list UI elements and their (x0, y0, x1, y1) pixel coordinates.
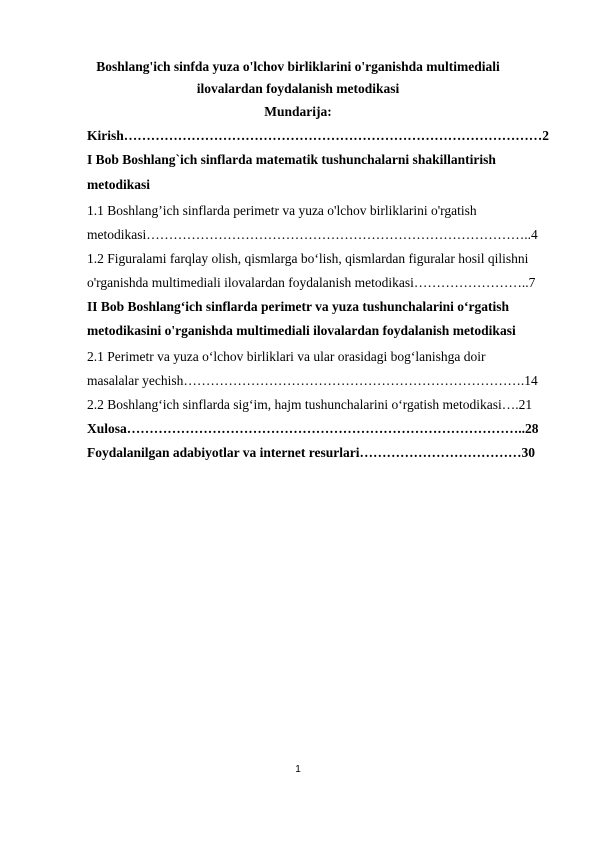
page-number: 1 (295, 764, 301, 775)
toc-entry-kirish: Kirish…………………………………………………………………………………2 (87, 128, 550, 143)
document-title-line-2: ilovalardan foydalanish metodikasi (196, 81, 400, 96)
toc-chapter-1-line-1: I Bob Boshlang`ich sinflarda matematik tushunchalarni shakillantirish (87, 152, 496, 167)
toc-chapter-2-line-1: II Bob Boshlang‘ich sinflarda perimetr va yuza tushunchalarini o‘rgatish (87, 299, 510, 314)
toc-section-1-2-line-2: o'rganishda multimediali ilovalardan foydalanish metodikasi……………………..7 (87, 275, 536, 290)
contents-heading: Mundarija: (264, 104, 332, 119)
toc-section-2-2: 2.2 Boshlang‘ich sinflarda sig‘im, hajm tushunchalarini o‘rgatish metodikasi….21 (87, 397, 533, 412)
toc-section-2-1-line-2: masalalar yechish………………………………………………………………….14 (87, 373, 538, 388)
document-title-line-1: Boshlang'ich sinfda yuza o'lchov birliklarini o'rganishda multimediali (96, 59, 500, 74)
toc-section-1-1-line-2: metodikasi…………………………………………………………………………..4 (87, 227, 538, 242)
toc-section-2-1-line-1: 2.1 Perimetr va yuza o‘lchov birliklari va ular orasidagi bog‘lanishga doir (87, 349, 486, 364)
toc-chapter-1-line-2: metodikasi (87, 177, 151, 192)
toc-section-1-2-line-1: 1.2 Figuralami farqlay olish, qismlarga bo‘lish, qismlardan figuralar hosil qilishni (87, 251, 529, 266)
toc-chapter-2-line-2: metodikasini o'rganishda multimediali ilovalardan foydalanish metodikasi (87, 323, 516, 338)
toc-entry-xulosa: Xulosa……………………………………………………………………………..28 (87, 421, 539, 436)
toc-section-1-1-line-1: 1.1 Boshlang’ich sinflarda perimetr va yuza o'lchov birliklarini o'rgatish (87, 203, 477, 218)
toc-entry-references: Foydalanilgan adabiyotlar va internet resurlari………………………………30 (87, 445, 536, 460)
